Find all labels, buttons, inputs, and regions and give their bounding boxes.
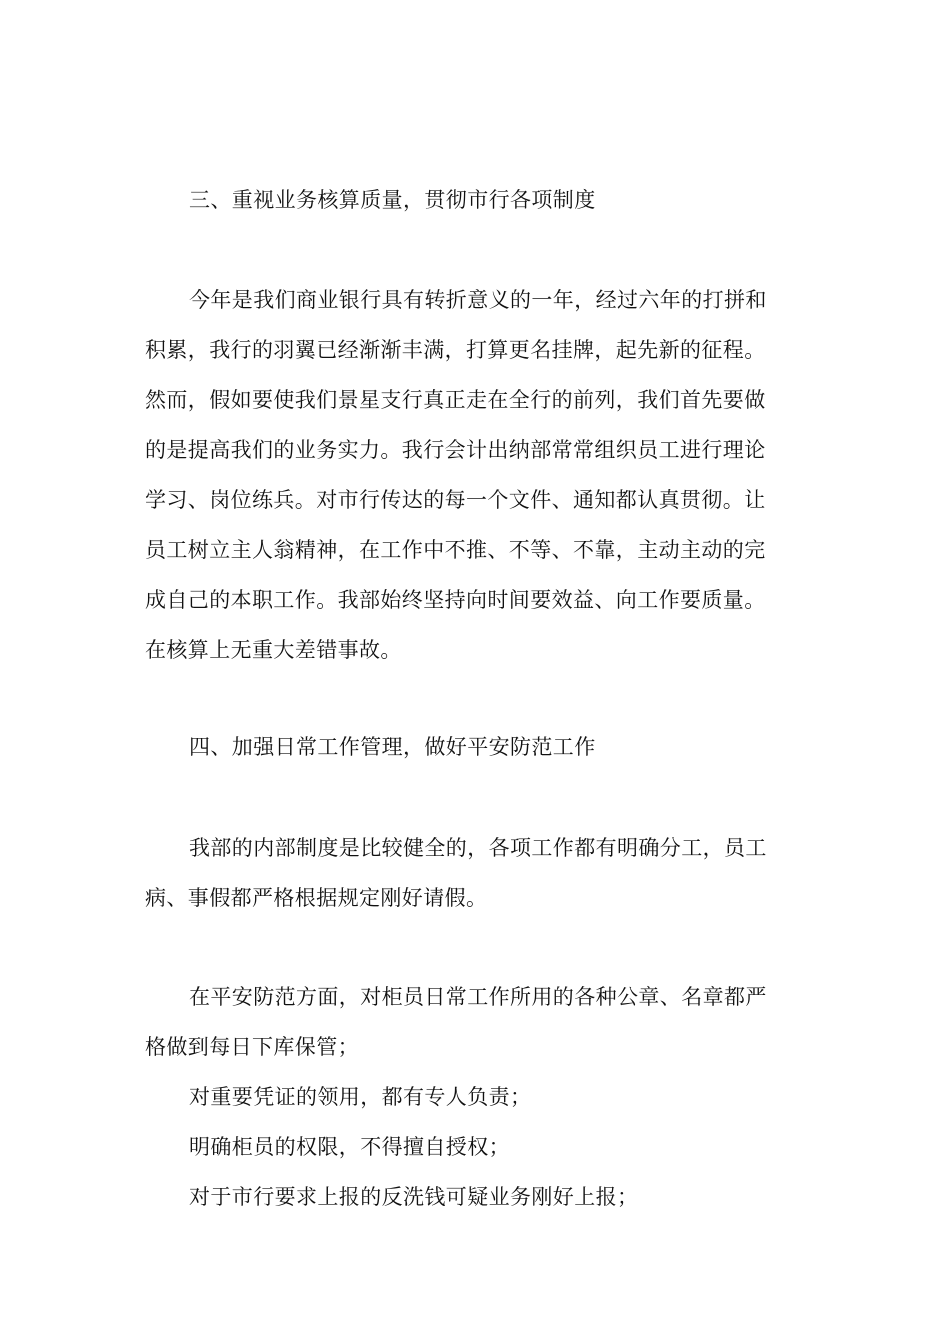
section4-items (145, 1072, 810, 1222)
paragraph-line: 在平安防范方面，对柜员日常工作所用的各种公章、名章都严 (189, 985, 767, 1009)
paragraph-line: 然而，假如要使我们景星支行真正走在全行的前列，我们首先要做 (145, 388, 766, 412)
paragraph-line: 我部的内部制度是比较健全的，各项工作都有明确分工，员工 (189, 836, 767, 860)
paragraph-line: 病、事假都严格根据规定刚好请假。 (145, 886, 488, 910)
section4-heading: 四、加强日常工作管理，做好平安防范工作 (189, 735, 596, 759)
paragraph-line: 积累，我行的羽翼已经渐渐丰满，打算更名挂牌，起先新的征程。 (145, 338, 766, 362)
list-item: 明确柜员的权限，不得擅自授权； (189, 1135, 510, 1159)
paragraph-line: 的是提高我们的业务实力。我行会计出纳部常常组织员工进行理论 (145, 438, 766, 462)
section4-heading-block (145, 722, 810, 772)
paragraph-line: 今年是我们商业银行具有转折意义的一年，经过六年的打拼和 (189, 288, 767, 312)
section3-heading-block (145, 175, 810, 225)
paragraph-line: 学习、岗位练兵。对市行传达的每一个文件、通知都认真贯彻。让 (145, 488, 766, 512)
section4-paragraph-2 (145, 972, 810, 1072)
section4-paragraph-1 (145, 823, 810, 923)
paragraph-line: 在核算上无重大差错事故。 (145, 638, 402, 662)
list-item: 对于市行要求上报的反洗钱可疑业务刚好上报； (189, 1185, 639, 1209)
list-item: 对重要凭证的领用，都有专人负责； (189, 1085, 532, 1109)
paragraph-line: 成自己的本职工作。我部始终坚持向时间要效益、向工作要质量。 (145, 588, 766, 612)
paragraph-line: 格做到每日下库保管； (145, 1035, 359, 1059)
section3-heading: 三、重视业务核算质量，贯彻市行各项制度 (189, 188, 596, 212)
section3-paragraph (145, 275, 810, 675)
paragraph-line: 员工树立主人翁精神，在工作中不推、不等、不靠，主动主动的完 (145, 538, 766, 562)
